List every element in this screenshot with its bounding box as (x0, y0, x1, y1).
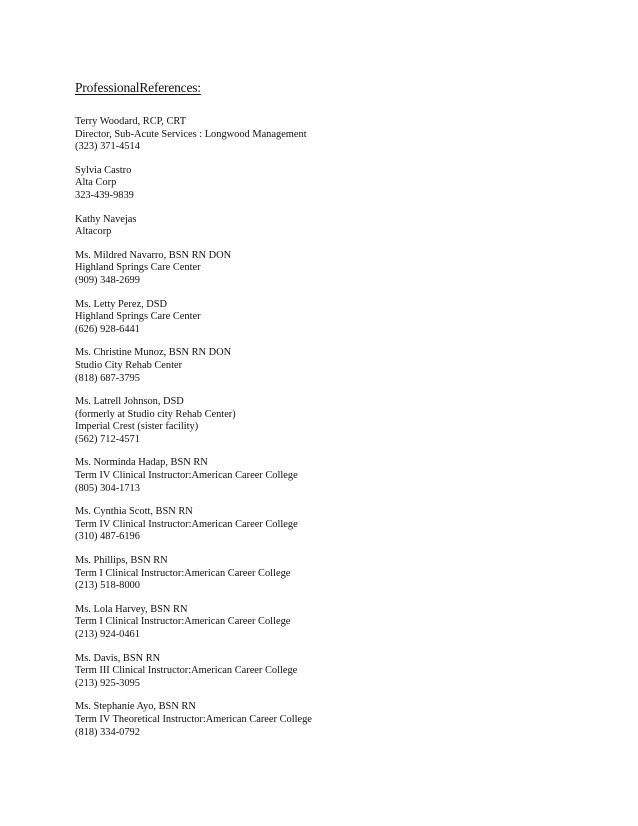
reference-entry (75, 604, 595, 642)
page-title: ProfessionalReferences: (75, 80, 201, 95)
reference-name: Kathy Navejas (75, 213, 137, 225)
reference-list (75, 116, 595, 739)
reference-entry (75, 555, 595, 593)
reference-detail: (909) 348-2699 (75, 274, 140, 286)
reference-detail: Highland Springs Care Center (75, 262, 201, 274)
reference-detail: (818) 687-3795 (75, 372, 140, 384)
reference-name: Sylvia Castro (75, 164, 132, 176)
reference-detail: Term I Clinical Instructor:American Career College (75, 616, 291, 628)
reference-detail: Term IV Clinical Instructor:American Career College (75, 470, 298, 482)
reference-entry (75, 214, 595, 239)
reference-entry (75, 396, 595, 446)
reference-detail: Studio City Rehab Center (75, 359, 183, 371)
reference-detail: (818) 334-0792 (75, 726, 140, 738)
reference-detail: Alta Corp (75, 177, 117, 189)
reference-detail: Term III Clinical Instructor:American Career College (75, 665, 298, 677)
reference-name: Ms. Davis, BSN RN (75, 652, 161, 664)
reference-detail: (formerly at Studio city Rehab Center) (75, 408, 236, 420)
reference-detail: Director, Sub-Acute Services : Longwood Management (75, 128, 307, 140)
reference-entry (75, 299, 595, 337)
reference-detail: Altacorp (75, 226, 112, 238)
reference-name: Ms. Norminda Hadap, BSN RN (75, 457, 208, 469)
reference-entry (75, 653, 595, 691)
reference-detail: (562) 712-4571 (75, 433, 140, 445)
reference-name: Ms. Latrell Johnson, DSD (75, 396, 184, 408)
reference-detail: Highland Springs Care Center (75, 311, 201, 323)
reference-detail: Imperial Crest (sister facility) (75, 421, 199, 433)
reference-detail: Term IV Theoretical Instructor:American Career College (75, 713, 312, 725)
reference-entry (75, 250, 595, 288)
reference-detail: (323) 371-4514 (75, 141, 140, 153)
reference-detail: (626) 928-6441 (75, 323, 140, 335)
document-page (75, 80, 595, 750)
reference-entry (75, 701, 595, 739)
reference-entry (75, 116, 595, 154)
reference-detail: (213) 518-8000 (75, 580, 140, 592)
reference-name: Ms. Cynthia Scott, BSN RN (75, 506, 193, 518)
reference-detail: (213) 924-0461 (75, 629, 140, 640)
reference-detail: Term IV Clinical Instructor:American Career College (75, 518, 298, 530)
reference-detail: (213) 925-3095 (75, 677, 140, 689)
reference-name: Ms. Lola Harvey, BSN RN (75, 603, 188, 615)
reference-detail: (805) 304-1713 (75, 482, 140, 494)
reference-detail: Term I Clinical Instructor:American Career College (75, 567, 291, 579)
reference-entry (75, 165, 595, 203)
reference-name: Ms. Christine Munoz, BSN RN DON (75, 347, 232, 359)
reference-entry (75, 506, 595, 544)
reference-name: Ms. Mildred Navarro, BSN RN DON (75, 249, 232, 261)
reference-name: Ms. Phillips, BSN RN (75, 555, 168, 567)
reference-detail: 323-439-9839 (75, 189, 134, 201)
reference-entry (75, 347, 595, 385)
reference-name: Ms. Letty Perez, DSD (75, 298, 168, 310)
reference-entry (75, 457, 595, 495)
reference-name: Ms. Stephanie Ayo, BSN RN (75, 701, 196, 713)
reference-detail: (310) 487-6196 (75, 531, 140, 543)
reference-name: Terry Woodard, RCP, CRT (75, 116, 187, 127)
